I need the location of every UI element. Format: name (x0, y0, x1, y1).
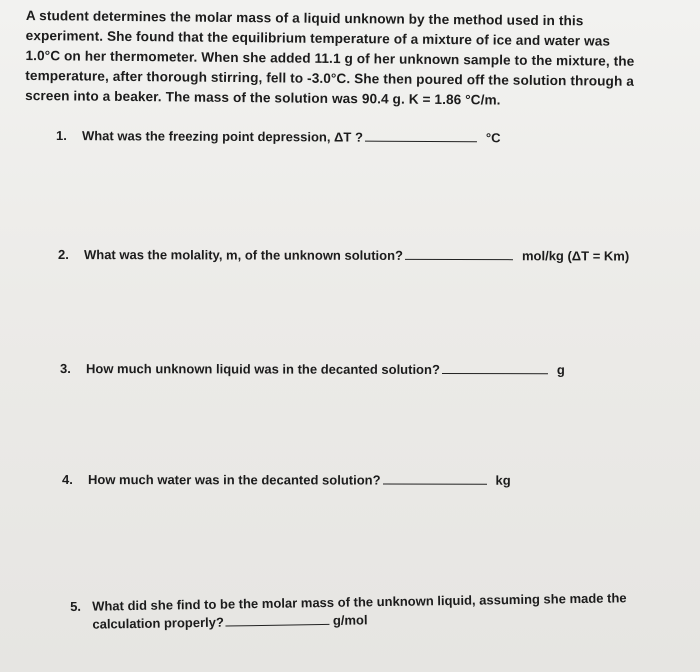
question-number: 5. (70, 598, 82, 614)
answer-blank[interactable] (383, 474, 487, 485)
question-text-line-2: calculation properly? (92, 614, 224, 632)
question-number: 2. (57, 247, 69, 263)
question-3 (60, 361, 565, 377)
question-text: How much unknown liquid was in the decanted solution? (85, 361, 440, 377)
question-number: 1. (55, 128, 67, 144)
answer-blank[interactable] (442, 363, 548, 374)
question-text: How much water was in the decanted solution? (87, 472, 381, 488)
answer-blank[interactable] (405, 249, 513, 260)
intro-line-2: experiment. She found that the equilibrium temperature of a mixture of ice and water was (25, 27, 611, 49)
question-2 (58, 247, 629, 263)
answer-unit: mol/kg (ΔT = Km) (521, 248, 630, 264)
question-text: What was the freezing point depression, ΔT ? (81, 128, 363, 145)
answer-blank[interactable] (365, 131, 477, 143)
question-1 (56, 128, 501, 145)
question-number: 4. (61, 472, 73, 488)
answer-unit: °C (485, 130, 501, 146)
problem-statement (25, 6, 662, 112)
question-5 (70, 589, 627, 634)
intro-line-1: A student determines the molar mass of a liquid unknown by the method used in this (25, 7, 584, 29)
intro-line-4: temperature, after thorough stirring, fell to -3.0°C. She then poured off the solution through a (25, 67, 635, 89)
question-text: What was the molality, m, of the unknown solution? (83, 247, 404, 263)
intro-line-5: screen into a beaker. The mass of the solution was 90.4 g. K = 1.86 °C/m. (25, 87, 501, 108)
answer-unit: kg (495, 472, 511, 488)
intro-line-3: 1.0°C on her thermometer. When she added 11.1 g of her unknown sample to the mixture, the (25, 47, 635, 69)
answer-blank[interactable] (226, 614, 330, 627)
question-4 (62, 472, 511, 488)
answer-unit: g (556, 362, 565, 378)
question-text-line-1: What did she find to be the molar mass of the unknown liquid, assuming she made the (92, 590, 627, 614)
answer-unit: g/mol (332, 612, 368, 628)
question-number: 3. (59, 361, 71, 377)
